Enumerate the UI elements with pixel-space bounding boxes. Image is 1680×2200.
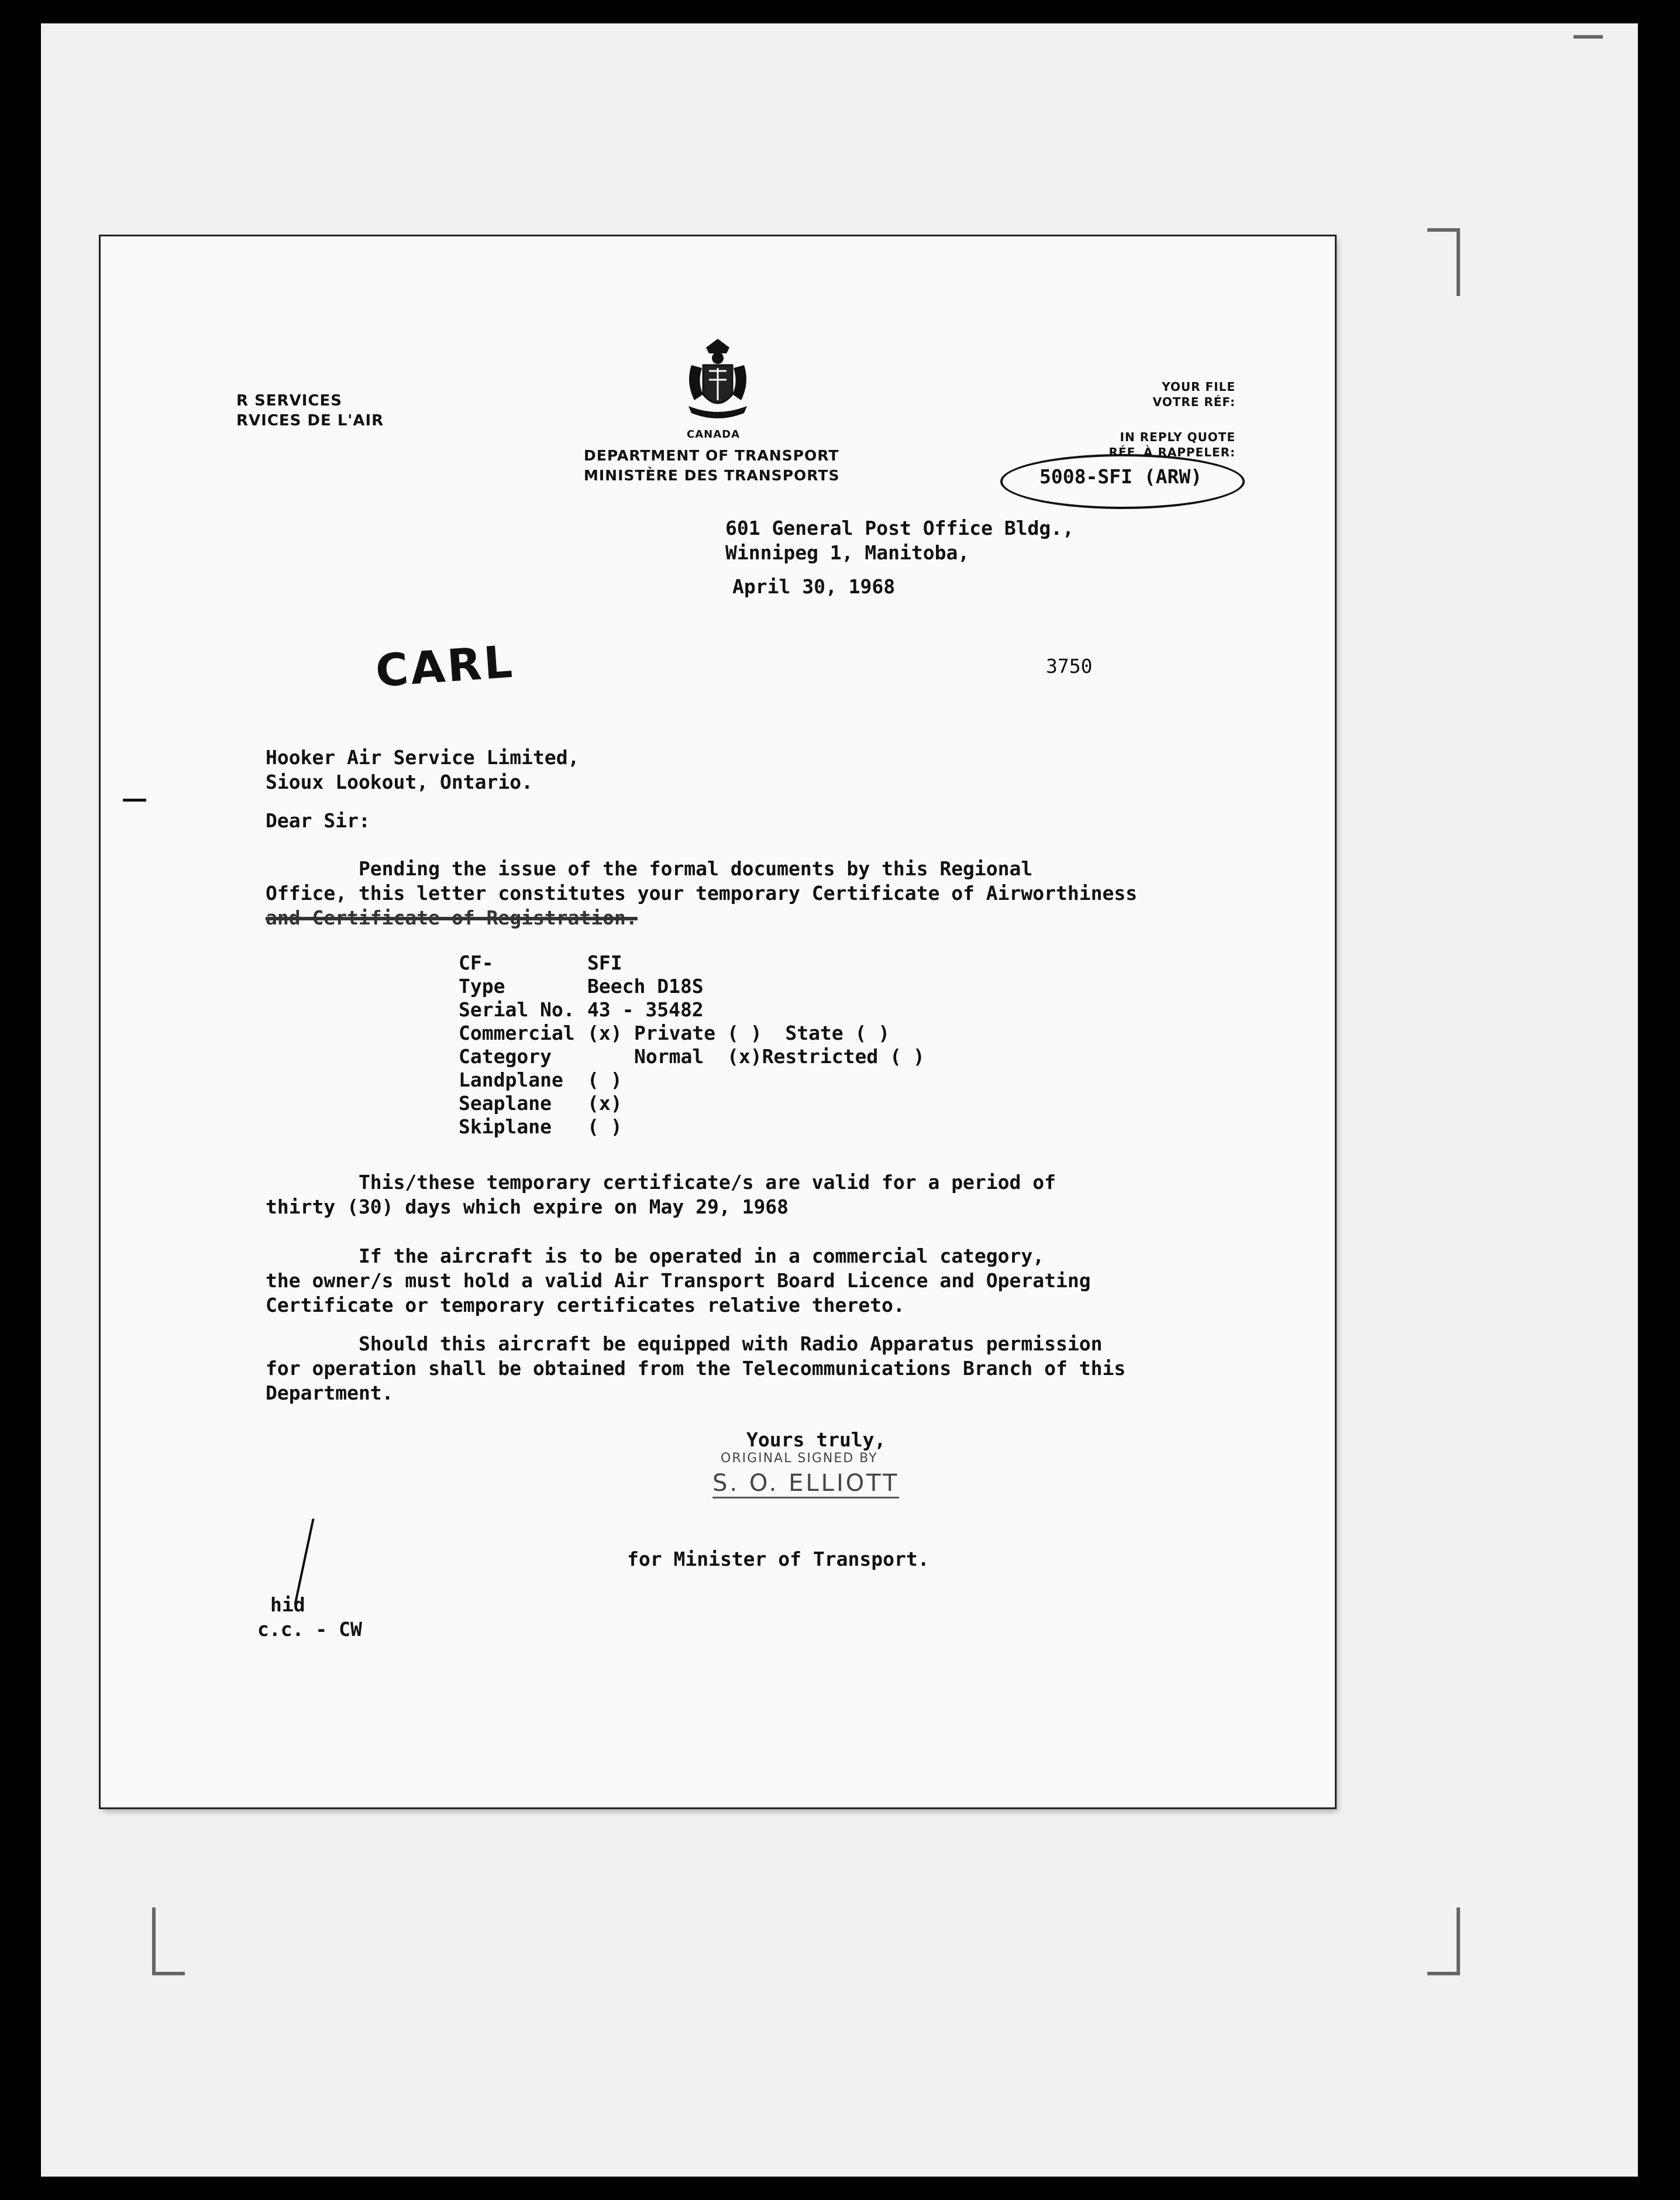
- private-mark: ( ): [727, 1022, 762, 1044]
- address-line-1: 601 General Post Office Bldg.,: [725, 517, 1075, 539]
- commercial-label: Commercial: [459, 1022, 575, 1044]
- pen-stroke: [294, 1518, 314, 1605]
- crop-mark-top-left: [1574, 35, 1603, 103]
- private-label: Private: [634, 1022, 716, 1044]
- department-en: DEPARTMENT OF TRANSPORT: [584, 447, 839, 464]
- private-group: [634, 1022, 762, 1045]
- landplane-label: Landplane: [459, 1068, 563, 1091]
- type-value: Beech D18S: [587, 975, 704, 998]
- normal-label: Normal: [634, 1045, 704, 1068]
- para3-line-3: Certificate or temporary certificates relative thereto.: [266, 1294, 905, 1316]
- salutation: Dear Sir:: [266, 809, 370, 832]
- state-group: [762, 1022, 925, 1045]
- file-reference: 5008-SFI (ARW): [1039, 465, 1203, 488]
- skiplane-label: Skiplane: [459, 1115, 552, 1138]
- para3-line-1: If the aircraft is to be operated in a commercial category,: [266, 1245, 1045, 1267]
- para2-line-1: This/these temporary certificate/s are valid for a period of: [266, 1171, 1056, 1194]
- canada-label: CANADA: [687, 428, 741, 441]
- your-file-label: YOUR FILE: [1162, 380, 1235, 394]
- reply-quote-label: IN REPLY QUOTE: [1120, 430, 1235, 444]
- restricted-group: [762, 1045, 925, 1068]
- department-fr: MINISTÈRE DES TRANSPORTS: [584, 467, 840, 484]
- type-label: Type: [459, 975, 505, 998]
- spec-row-landplane: [459, 1068, 925, 1092]
- air-services-block: [236, 391, 384, 431]
- signature-line: for Minister of Transport.: [627, 1548, 929, 1570]
- margin-mark: [123, 799, 146, 802]
- air-services-fr: RVICES DE L'AIR: [236, 412, 384, 429]
- letter-sheet: [101, 236, 1335, 1807]
- normal-mark: (x): [727, 1045, 762, 1068]
- recipient-line-2: Sioux Lookout, Ontario.: [266, 771, 533, 793]
- seaplane-label: Seaplane: [459, 1092, 552, 1115]
- para1-line-1: Pending the issue of the formal documents by this Regional: [266, 857, 1033, 880]
- restricted-label: Restricted: [762, 1045, 879, 1068]
- seaplane-mark: (x): [587, 1092, 622, 1115]
- state-mark: ( ): [855, 1022, 890, 1044]
- ref-rappeler-label: RÉF. À RAPPELER:: [1108, 445, 1235, 459]
- crop-mark-top-right: [1427, 228, 1460, 296]
- spec-row-skiplane: [459, 1115, 925, 1139]
- cf-value: SFI: [587, 951, 622, 974]
- spec-row-category: [459, 1045, 925, 1068]
- address-line-2: Winnipeg 1, Manitoba,: [725, 541, 970, 564]
- crop-mark-bottom-right: [1427, 1907, 1460, 1975]
- normal-group: [634, 1045, 762, 1068]
- letter-date: April 30, 1968: [732, 575, 896, 598]
- closing: Yours truly,: [746, 1428, 886, 1451]
- canada-crest-icon: [680, 336, 756, 424]
- spec-row-serial: [459, 998, 925, 1022]
- landplane-mark: ( ): [587, 1068, 622, 1091]
- spec-row-seaplane: [459, 1092, 925, 1115]
- category-label: Category: [459, 1045, 552, 1068]
- skiplane-mark: ( ): [587, 1115, 622, 1138]
- spec-row-commercial: [459, 1022, 925, 1045]
- para4-line-3: Department.: [266, 1381, 394, 1404]
- aircraft-specs-table: [459, 951, 925, 1139]
- recipient-line-1: Hooker Air Service Limited,: [266, 746, 580, 769]
- crop-mark-bottom-left: [152, 1907, 185, 1975]
- stamp-original-signed: ORIGINAL SIGNED BY: [721, 1451, 878, 1466]
- handwritten-note: CARL: [374, 635, 517, 697]
- stamp-name: S. O. ELLIOTT: [712, 1470, 899, 1498]
- commercial-mark: (x): [587, 1022, 622, 1044]
- spec-row-cf: [459, 951, 925, 975]
- para1-line-2: Office, this letter constitutes your temporary Certificate of Airworthiness: [266, 882, 1138, 905]
- para2-line-2: thirty (30) days which expire on May 29, 1968: [266, 1195, 789, 1218]
- cf-label: CF-: [459, 951, 494, 974]
- typist-initials: hid: [270, 1593, 305, 1616]
- para4-line-2: for operation shall be obtained from the Telecommunications Branch of this: [266, 1357, 1126, 1380]
- state-label: State: [785, 1022, 844, 1044]
- votre-ref-label: VOTRE RÉF:: [1152, 395, 1235, 409]
- spec-row-type: [459, 975, 925, 998]
- air-services-en: R SERVICES: [236, 392, 342, 410]
- restricted-mark: ( ): [890, 1045, 925, 1068]
- your-file-block: [1072, 379, 1235, 410]
- carbon-copy: c.c. - CW: [257, 1618, 362, 1641]
- serial-label: Serial No.: [459, 998, 575, 1021]
- para4-line-1: Should this aircraft be equipped with Radio Apparatus permission: [266, 1332, 1103, 1355]
- serial-value: 43 - 35482: [587, 998, 704, 1021]
- number-mark: 3750: [1046, 655, 1093, 678]
- para1-struck-line: and Certificate of Registration.: [266, 906, 638, 929]
- para3-line-2: the owner/s must hold a valid Air Transport Board Licence and Operating: [266, 1269, 1091, 1292]
